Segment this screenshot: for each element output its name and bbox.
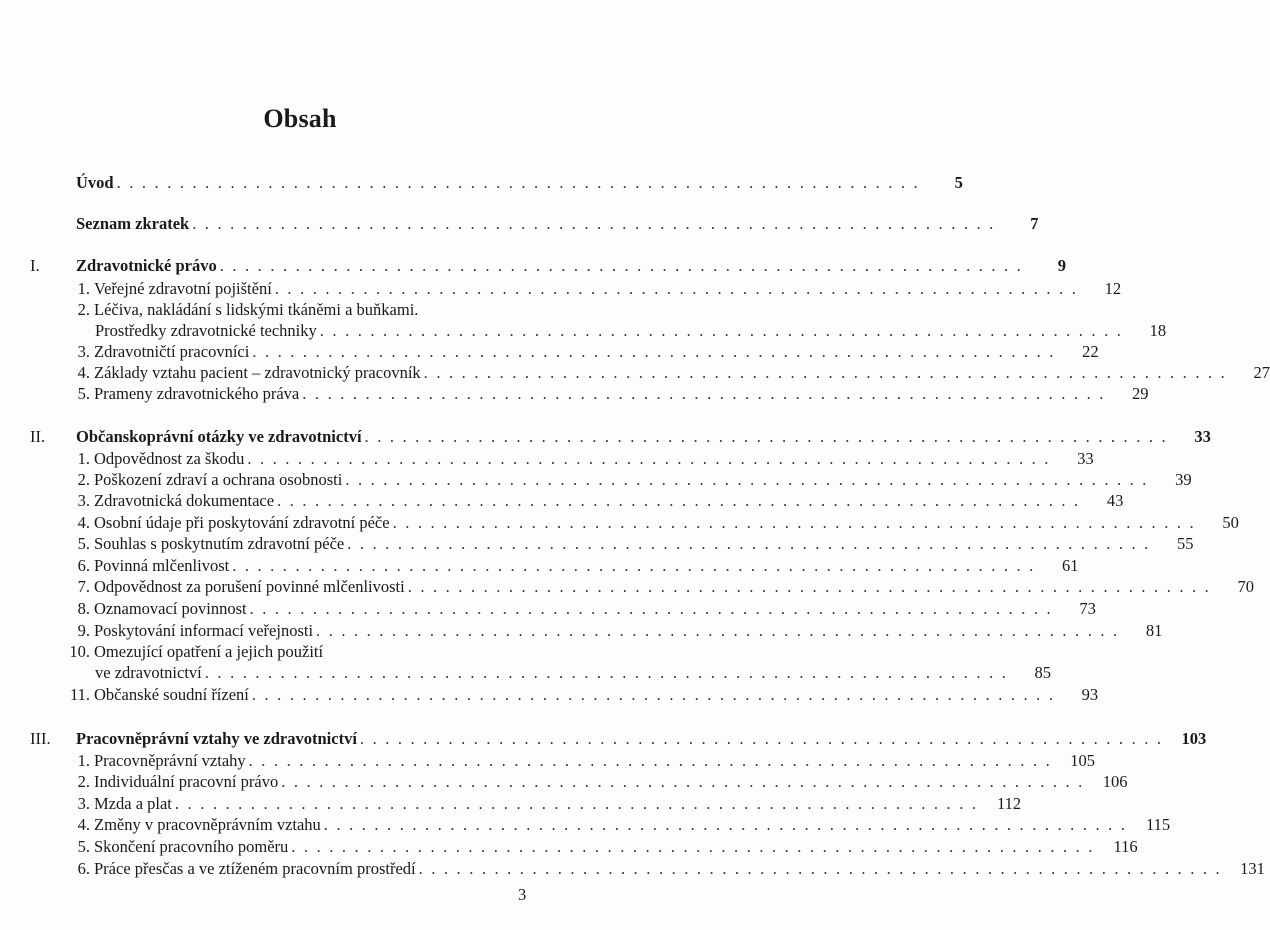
entry-number: 1. [77, 279, 90, 298]
entry-title: Pracovněprávní vztahy ve zdravotnictví [76, 729, 357, 748]
entry-title: Veřejné zdravotní pojištění [94, 279, 272, 298]
entry-title: Odpovědnost za škodu [94, 449, 245, 468]
entry-page-number: 85 [1034, 663, 1052, 682]
toc-entry [0, 448, 1094, 470]
dot-leader: . . . . . . . . . . . . . . . . . . . . . . . . . . . . . . . . . . . . . . . . . . . . . . . . . . . . . . . . . . . . . . . . [219, 256, 1023, 275]
toc-chapter [0, 255, 1066, 277]
entry-title: Pracovněprávní vztahy [94, 751, 246, 770]
entry-number: 9. [77, 621, 90, 640]
entry-number: 10. [69, 642, 90, 661]
entry-title: Poskytování informací veřejnosti [94, 621, 314, 640]
dot-leader: . . . . . . . . . . . . . . . . . . . . . . . . . . . . . . . . . . . . . . . . . . . . . . . . . . . . . . . . . . . . . . . . [323, 815, 1128, 834]
toc-chapter [0, 426, 1211, 448]
entry-number: 1. [77, 449, 90, 468]
entry-title: Práce přesčas a ve ztíženém pracovním prostředí [94, 859, 416, 878]
toc-entry [0, 320, 1167, 342]
entry-title: Osobní údaje při poskytování zdravotní péče [94, 513, 390, 532]
entry-page-number: 115 [1145, 815, 1171, 834]
entry-number: 5. [77, 384, 90, 403]
entry-number: 3. [77, 794, 90, 813]
entry-number: 3. [77, 342, 90, 361]
entry-title: Odpovědnost za porušení povinné mlčenlivosti [94, 577, 405, 596]
entry-number: 3. [77, 491, 90, 510]
entry-page-number: 5 [954, 173, 963, 192]
entry-number: 6. [77, 556, 90, 575]
toc-entry [0, 469, 1192, 491]
dot-leader: . . . . . . . . . . . . . . . . . . . . . . . . . . . . . . . . . . . . . . . . . . . . . . . . . . . . . . . . . . . . . . . . [316, 621, 1120, 640]
entry-number: 2. [77, 470, 90, 489]
dot-leader: . . . . . . . . . . . . . . . . . . . . . . . . . . . . . . . . . . . . . . . . . . . . . . . . . . . . . . . . . . . . . . . . [174, 794, 979, 813]
page-number: 3 [518, 885, 527, 904]
dot-leader: . . . . . . . . . . . . . . . . . . . . . . . . . . . . . . . . . . . . . . . . . . . . . . . . . . . . . . . . . . . . . . . . [251, 685, 1056, 704]
entry-page-number: 105 [1070, 751, 1095, 770]
toc-entry [0, 362, 1270, 384]
entry-page-number: 7 [1030, 214, 1039, 233]
toc-entry [0, 576, 1254, 598]
toc-entry [0, 814, 1171, 836]
toc-entry [0, 641, 600, 663]
dot-leader: . . . . . . . . . . . . . . . . . . . . . . . . . . . . . . . . . . . . . . . . . . . . . . . . . . . . . . . . . . . . . . . . [116, 173, 920, 192]
entry-page-number: 112 [997, 794, 1022, 813]
chapter-numeral: II. [30, 427, 46, 446]
chapter-numeral: III. [30, 729, 51, 748]
entry-number: 7. [77, 577, 90, 596]
dot-leader: . . . . . . . . . . . . . . . . . . . . . . . . . . . . . . . . . . . . . . . . . . . . . . . . . . . . . . . . . . . . . . . . [345, 470, 1149, 489]
toc-entry [0, 533, 1194, 555]
entry-number: 2. [77, 300, 90, 319]
dot-leader: . . . . . . . . . . . . . . . . . . . . . . . . . . . . . . . . . . . . . . . . . . . . . . . . . . . . . . . . . . . . . . . . [392, 513, 1196, 532]
toc-entry [0, 684, 1099, 706]
dot-leader: . . . . . . . . . . . . . . . . . . . . . . . . . . . . . . . . . . . . . . . . . . . . . . . . . . . . . . . . . . . . . . . . [232, 556, 1036, 575]
entry-page-number: 70 [1237, 577, 1254, 596]
toc-chapter [0, 728, 1207, 750]
entry-title: Občanskoprávní otázky ve zdravotnictví [76, 427, 362, 446]
entry-page-number: 93 [1081, 685, 1099, 704]
toc-entry [0, 836, 1138, 858]
entry-page-number: 27 [1253, 363, 1270, 382]
entry-number: 4. [77, 363, 90, 382]
entry-page-number: 22 [1082, 342, 1099, 361]
entry-number: 5. [77, 534, 90, 553]
entry-page-number: 43 [1106, 491, 1124, 510]
toc-chapter [0, 213, 1039, 235]
dot-leader: . . . . . . . . . . . . . . . . . . . . . . . . . . . . . . . . . . . . . . . . . . . . . . . . . . . . . . . . . . . . . . . . [252, 342, 1056, 361]
entry-title: Prostředky zdravotnické techniky [95, 321, 317, 340]
dot-leader: . . . . . . . . . . . . . . . . . . . . . . . . . . . . . . . . . . . . . . . . . . . . . . . . . . . . . . . . . . . . . . . . [204, 663, 1009, 682]
dot-leader: . . . . . . . . . . . . . . . . . . . . . . . . . . . . . . . . . . . . . . . . . . . . . . . . . . . . . . . . . . . . . . . . [423, 363, 1227, 382]
entry-page-number: 50 [1222, 513, 1239, 532]
page-title: Obsah [263, 104, 337, 133]
entry-number: 8. [77, 599, 90, 618]
entry-title: Zdravotničtí pracovníci [94, 342, 250, 361]
toc-entry [0, 490, 1124, 512]
toc-entry [0, 662, 1052, 684]
entry-page-number: 33 [1194, 427, 1211, 446]
toc-chapter [0, 172, 963, 194]
entry-title: Individuální pracovní právo [94, 772, 279, 791]
toc-entry [0, 750, 1095, 772]
dot-leader: . . . . . . . . . . . . . . . . . . . . . . . . . . . . . . . . . . . . . . . . . . . . . . . . . . . . . . . . . . . . . . . . [192, 214, 996, 233]
dot-leader: . . . . . . . . . . . . . . . . . . . . . . . . . . . . . . . . . . . . . . . . . . . . . . . . . . . . . . . . . . . . . . . . [359, 729, 1164, 748]
entry-title: Poškození zdraví a ochrana osobnosti [94, 470, 343, 489]
entry-title: Základy vztahu pacient – zdravotnický pracovník [94, 363, 421, 382]
entry-number: 1. [77, 751, 90, 770]
toc-entry [0, 858, 1265, 880]
entry-page-number: 9 [1057, 256, 1066, 275]
entry-number: 4. [77, 815, 90, 834]
dot-leader: . . . . . . . . . . . . . . . . . . . . . . . . . . . . . . . . . . . . . . . . . . . . . . . . . . . . . . . . . . . . . . . . [347, 534, 1151, 553]
entry-page-number: 81 [1145, 621, 1163, 640]
entry-page-number: 18 [1149, 321, 1167, 340]
entry-page-number: 73 [1079, 599, 1096, 618]
entry-title: Mzda a plat [94, 794, 172, 813]
dot-leader: . . . . . . . . . . . . . . . . . . . . . . . . . . . . . . . . . . . . . . . . . . . . . . . . . . . . . . . . . . . . . . . . [274, 279, 1079, 298]
entry-number: 4. [77, 513, 90, 532]
dot-leader: . . . . . . . . . . . . . . . . . . . . . . . . . . . . . . . . . . . . . . . . . . . . . . . . . . . . . . . . . . . . . . . . [291, 837, 1095, 856]
entry-page-number: 61 [1061, 556, 1079, 575]
entry-title: Prameny zdravotnického práva [94, 384, 300, 403]
toc-entry [0, 555, 1079, 577]
entry-title: Zdravotnická dokumentace [94, 491, 275, 510]
dot-leader: . . . . . . . . . . . . . . . . . . . . . . . . . . . . . . . . . . . . . . . . . . . . . . . . . . . . . . . . . . . . . . . . [418, 859, 1222, 878]
entry-title: Léčiva, nakládání s lidskými tkáněmi a buňkami. [94, 300, 419, 319]
toc-entry [0, 793, 1022, 815]
dot-leader: . . . . . . . . . . . . . . . . . . . . . . . . . . . . . . . . . . . . . . . . . . . . . . . . . . . . . . . . . . . . . . . . [249, 599, 1053, 618]
entry-title: Skončení pracovního poměru [94, 837, 289, 856]
entry-number: 5. [77, 837, 90, 856]
entry-title: Omezující opatření a jejich použití [94, 642, 324, 661]
entry-page-number: 116 [1113, 837, 1138, 856]
entry-number: 11. [69, 685, 90, 704]
entry-title: Úvod [76, 173, 114, 192]
dot-leader: . . . . . . . . . . . . . . . . . . . . . . . . . . . . . . . . . . . . . . . . . . . . . . . . . . . . . . . . . . . . . . . . [302, 384, 1106, 403]
entry-title: Seznam zkratek [76, 214, 190, 233]
dot-leader: . . . . . . . . . . . . . . . . . . . . . . . . . . . . . . . . . . . . . . . . . . . . . . . . . . . . . . . . . . . . . . . . [247, 449, 1051, 468]
entry-page-number: 12 [1104, 279, 1122, 298]
entry-page-number: 33 [1077, 449, 1094, 468]
dot-leader: . . . . . . . . . . . . . . . . . . . . . . . . . . . . . . . . . . . . . . . . . . . . . . . . . . . . . . . . . . . . . . . . [407, 577, 1211, 596]
toc-entry [0, 771, 1128, 793]
entry-page-number: 55 [1177, 534, 1194, 553]
entry-title: Souhlas s poskytnutím zdravotní péče [94, 534, 345, 553]
dot-leader: . . . . . . . . . . . . . . . . . . . . . . . . . . . . . . . . . . . . . . . . . . . . . . . . . . . . . . . . . . . . . . . . [277, 491, 1081, 510]
entry-title: Občanské soudní řízení [94, 685, 249, 704]
entry-page-number: 131 [1240, 859, 1265, 878]
entry-number: 2. [77, 772, 90, 791]
dot-leader: . . . . . . . . . . . . . . . . . . . . . . . . . . . . . . . . . . . . . . . . . . . . . . . . . . . . . . . . . . . . . . . . [281, 772, 1085, 791]
toc-entry [0, 341, 1099, 363]
entry-title: Povinná mlčenlivost [94, 556, 230, 575]
entry-title: Změny v pracovněprávním vztahu [94, 815, 321, 834]
entry-number: 6. [77, 859, 90, 878]
toc-entry [0, 512, 1239, 534]
entry-page-number: 103 [1181, 729, 1207, 748]
entry-page-number: 29 [1132, 384, 1149, 403]
dot-leader: . . . . . . . . . . . . . . . . . . . . . . . . . . . . . . . . . . . . . . . . . . . . . . . . . . . . . . . . . . . . . . . . [248, 751, 1052, 770]
entry-page-number: 106 [1102, 772, 1128, 791]
toc-entry [0, 278, 1122, 300]
toc-entry [0, 598, 1096, 620]
entry-title: ve zdravotnictví [95, 663, 202, 682]
entry-title: Oznamovací povinnost [94, 599, 247, 618]
dot-leader: . . . . . . . . . . . . . . . . . . . . . . . . . . . . . . . . . . . . . . . . . . . . . . . . . . . . . . . . . . . . . . . . [319, 321, 1124, 340]
toc-entry [0, 383, 1149, 405]
entry-title: Zdravotnické právo [76, 256, 217, 275]
toc-entry [0, 299, 600, 321]
entry-page-number: 39 [1175, 470, 1192, 489]
chapter-numeral: I. [30, 256, 40, 275]
dot-leader: . . . . . . . . . . . . . . . . . . . . . . . . . . . . . . . . . . . . . . . . . . . . . . . . . . . . . . . . . . . . . . . . [364, 427, 1168, 446]
toc-entry [0, 620, 1163, 642]
